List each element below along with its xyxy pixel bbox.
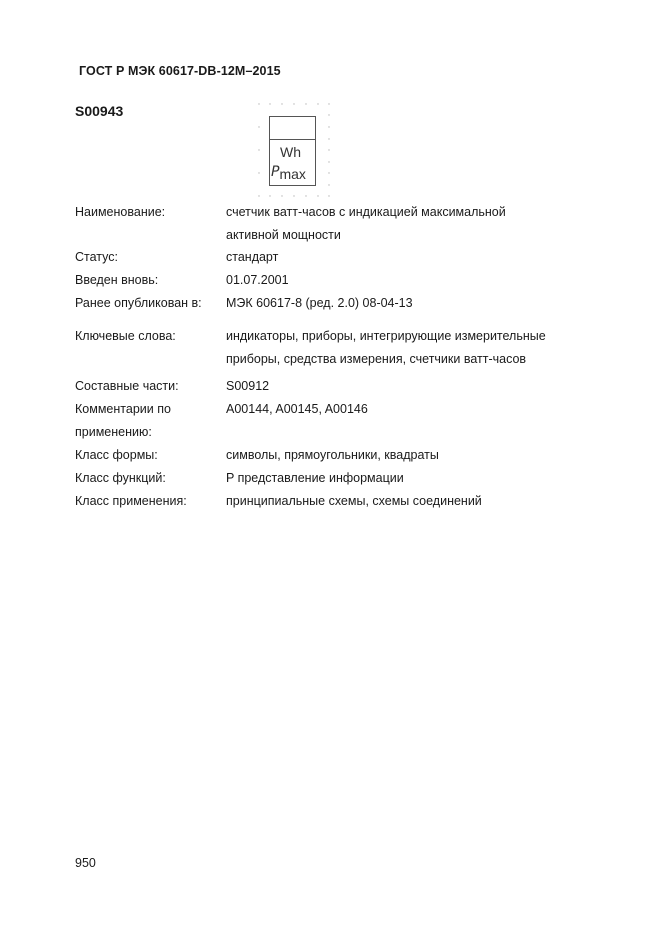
field-label: Ключевые слова: <box>75 329 176 343</box>
symbol-id: S00943 <box>75 103 124 119</box>
field-label: Составные части: <box>75 379 179 393</box>
symbol-bottom-label-p: P <box>271 164 280 180</box>
document-header-title: ГОСТ Р МЭК 60617-DB-12M–2015 <box>79 64 281 78</box>
field-label: Ранее опубликован в: <box>75 296 202 310</box>
field-label: Статус: <box>75 250 118 264</box>
field-value: МЭК 60617-8 (ред. 2.0) 08-04-13 <box>226 296 413 310</box>
field-value: A00144, A00145, A00146 <box>226 402 368 416</box>
symbol-bottom-label <box>271 163 306 180</box>
field-value: принципиальные схемы, схемы соединений <box>226 494 482 508</box>
field-label: Класс применения: <box>75 494 187 508</box>
field-label: Класс формы: <box>75 448 158 462</box>
page-number: 950 <box>75 856 96 870</box>
field-label: Комментарии по применению: <box>75 402 171 439</box>
symbol-top-label: Wh <box>280 144 301 160</box>
field-value: P представление информации <box>226 471 404 485</box>
field-value: стандарт <box>226 250 279 264</box>
field-value: 01.07.2001 <box>226 273 289 287</box>
field-value: S00912 <box>226 379 270 393</box>
symbol-bottom-label-max: max <box>279 166 306 182</box>
field-value: счетчик ватт-часов с индикацией максимальной активной мощности <box>226 205 506 242</box>
symbol-figure <box>258 103 330 197</box>
field-label: Наименование: <box>75 205 166 219</box>
field-label: Класс функций: <box>75 471 166 485</box>
field-label: Введен вновь: <box>75 273 159 287</box>
field-value: индикаторы, приборы, интегрирующие измерительные приборы, средства измерения, счетчики ватт-часов <box>226 329 546 366</box>
field-value: символы, прямоугольники, квадраты <box>226 448 439 462</box>
